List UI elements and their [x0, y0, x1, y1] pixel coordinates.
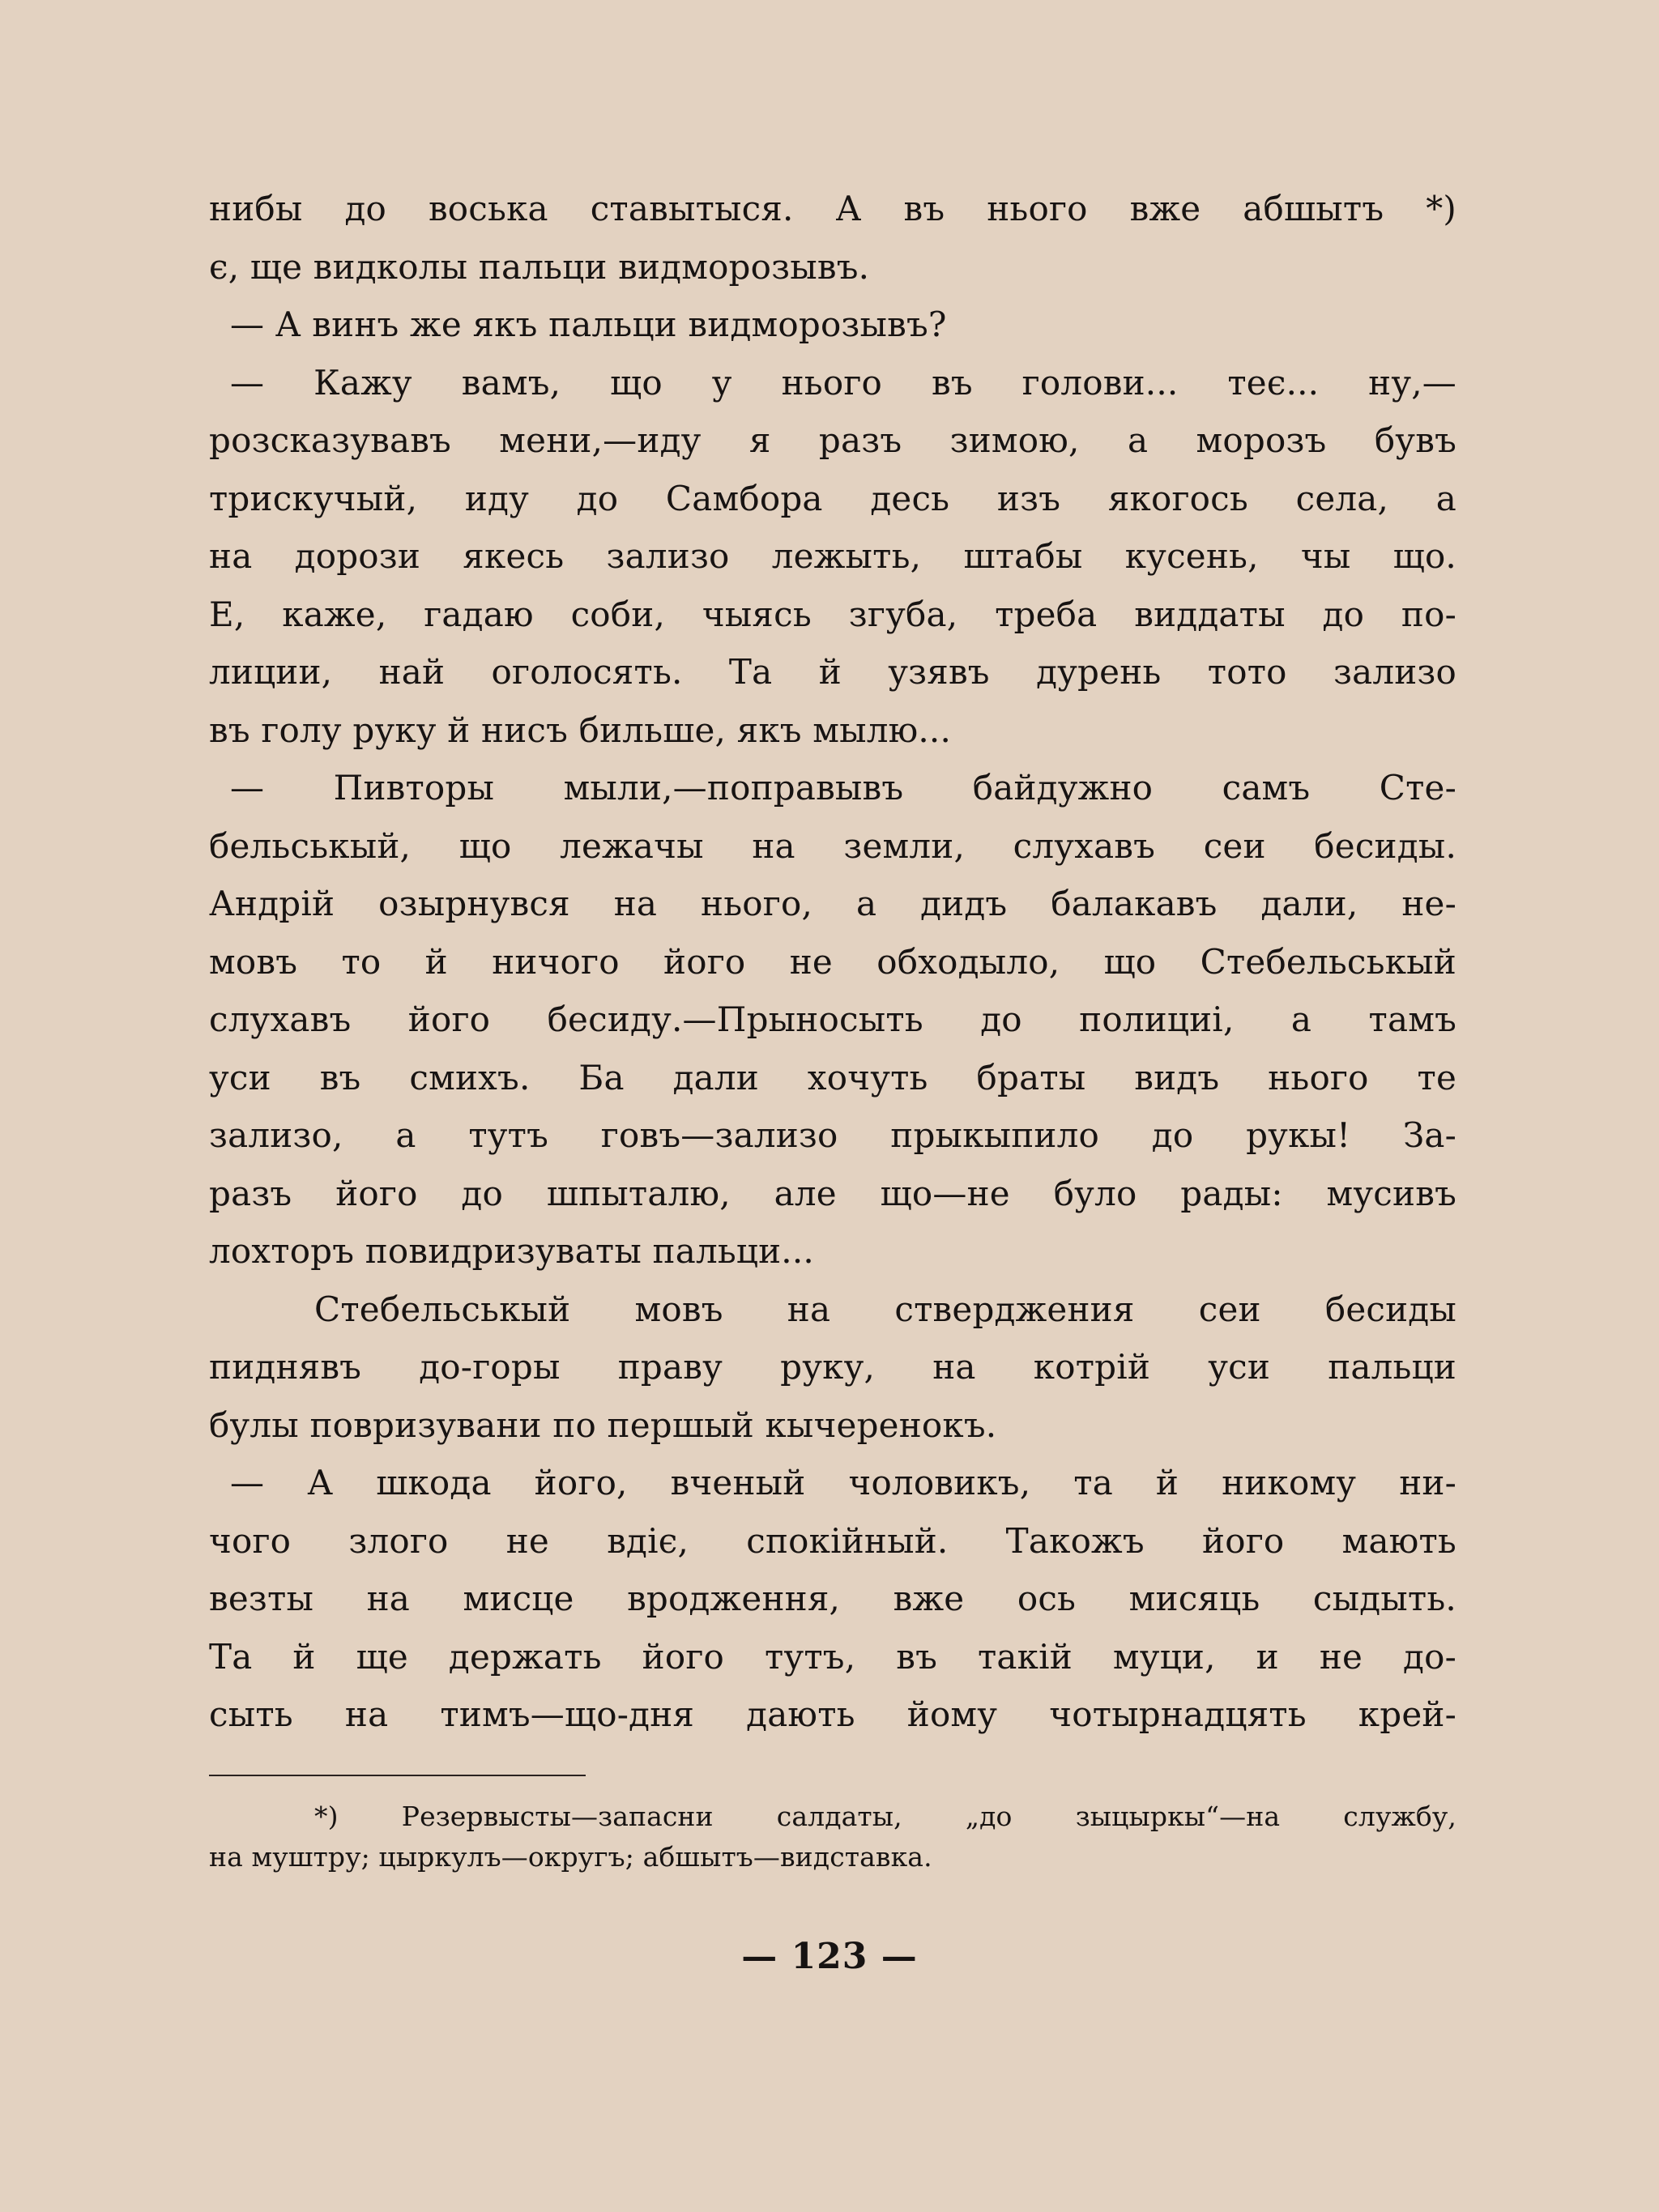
text-line: — А винъ же якъ пальци видморозывъ? [230, 305, 947, 344]
text-line: лиции, най оголосять. Та й узявъ дурень тото зализо [209, 652, 1456, 692]
text-line: везты на мисце вродження, вже ось мисяць сыдыть. [209, 1579, 1456, 1618]
text-line: булы повризувани по першый кычеренокъ. [209, 1404, 997, 1445]
text-line: бельськый, що лежачы на земли, слухавъ сеи бесиды. [209, 825, 1456, 866]
text-line: — Пивторы мыли,—поправывъ байдужно самъ Сте- [230, 768, 1456, 808]
text-line: нибы до воська ставытыся. А въ нього вже абшытъ *) [209, 189, 1456, 228]
text-line: розсказувавъ мени,—иду я разъ зимою, а морозъ бувъ [209, 420, 1456, 460]
text-line: чого злого не вдіє, спокійный. Такожъ його мають [209, 1520, 1456, 1561]
footnote-block [209, 1796, 1456, 1877]
text-line: — Кажу вамъ, що у нього въ голови... теє... ну,— [230, 362, 1456, 403]
main-text [209, 180, 1456, 1744]
text-line: въ голу руку й нисъ бильше, якъ мылю... [209, 710, 952, 750]
text-line: разъ його до шпыталю, але що—не було рады: мусивъ [209, 1173, 1456, 1213]
text-line: пиднявъ до-горы праву руку, на котрій уси пальци [209, 1347, 1456, 1387]
text-line: Та й ще держать його тутъ, въ такій муци, и не до- [209, 1636, 1456, 1677]
text-line: мовъ то й ничого його не обходыло, що Стебельськый [209, 941, 1456, 982]
text-line: Е, каже, гадаю соби, чыясь згуба, треба виддаты до по- [209, 594, 1456, 634]
text-line: сыть на тимъ—що-дня дають йому чотырнадцять крей- [209, 1694, 1456, 1734]
text-line: слухавъ його бесиду.—Прыносыть до полициі, а тамъ [209, 999, 1456, 1039]
text-line: зализо, а тутъ говъ—зализо прыкыпило до рукы! За- [209, 1115, 1456, 1155]
text-line: на дорози якесь зализо лежыть, штабы кусень, чы що. [209, 536, 1456, 576]
text-line: є, ще видколы пальци видморозывъ. [209, 246, 870, 287]
text-line: — А шкода його, вченый чоловикъ, та й никому ни- [230, 1463, 1456, 1502]
text-line: уси въ смихъ. Ба дали хочуть браты видъ нього те [209, 1057, 1456, 1097]
text-line: трискучый, иду до Самбора десь изъ якогось села, а [209, 478, 1456, 518]
text-line: Стебельськый мовъ на стверджения сеи бесиды [314, 1289, 1456, 1329]
page-number: — 123 — [741, 1936, 918, 1977]
footnote-divider [209, 1775, 586, 1776]
footnote-line: на муштру; цыркулъ—округъ; абшытъ—видставка. [209, 1841, 932, 1873]
text-line: лохторъ повидризуваты пальци... [209, 1231, 814, 1271]
text-line: Андрій озырнувся на нього, а дидъ балакавъ дали, не- [209, 884, 1456, 923]
footnote-line: *) Резервысты—запасни салдаты, „до зыцыркы“—на службу, [314, 1801, 1456, 1832]
